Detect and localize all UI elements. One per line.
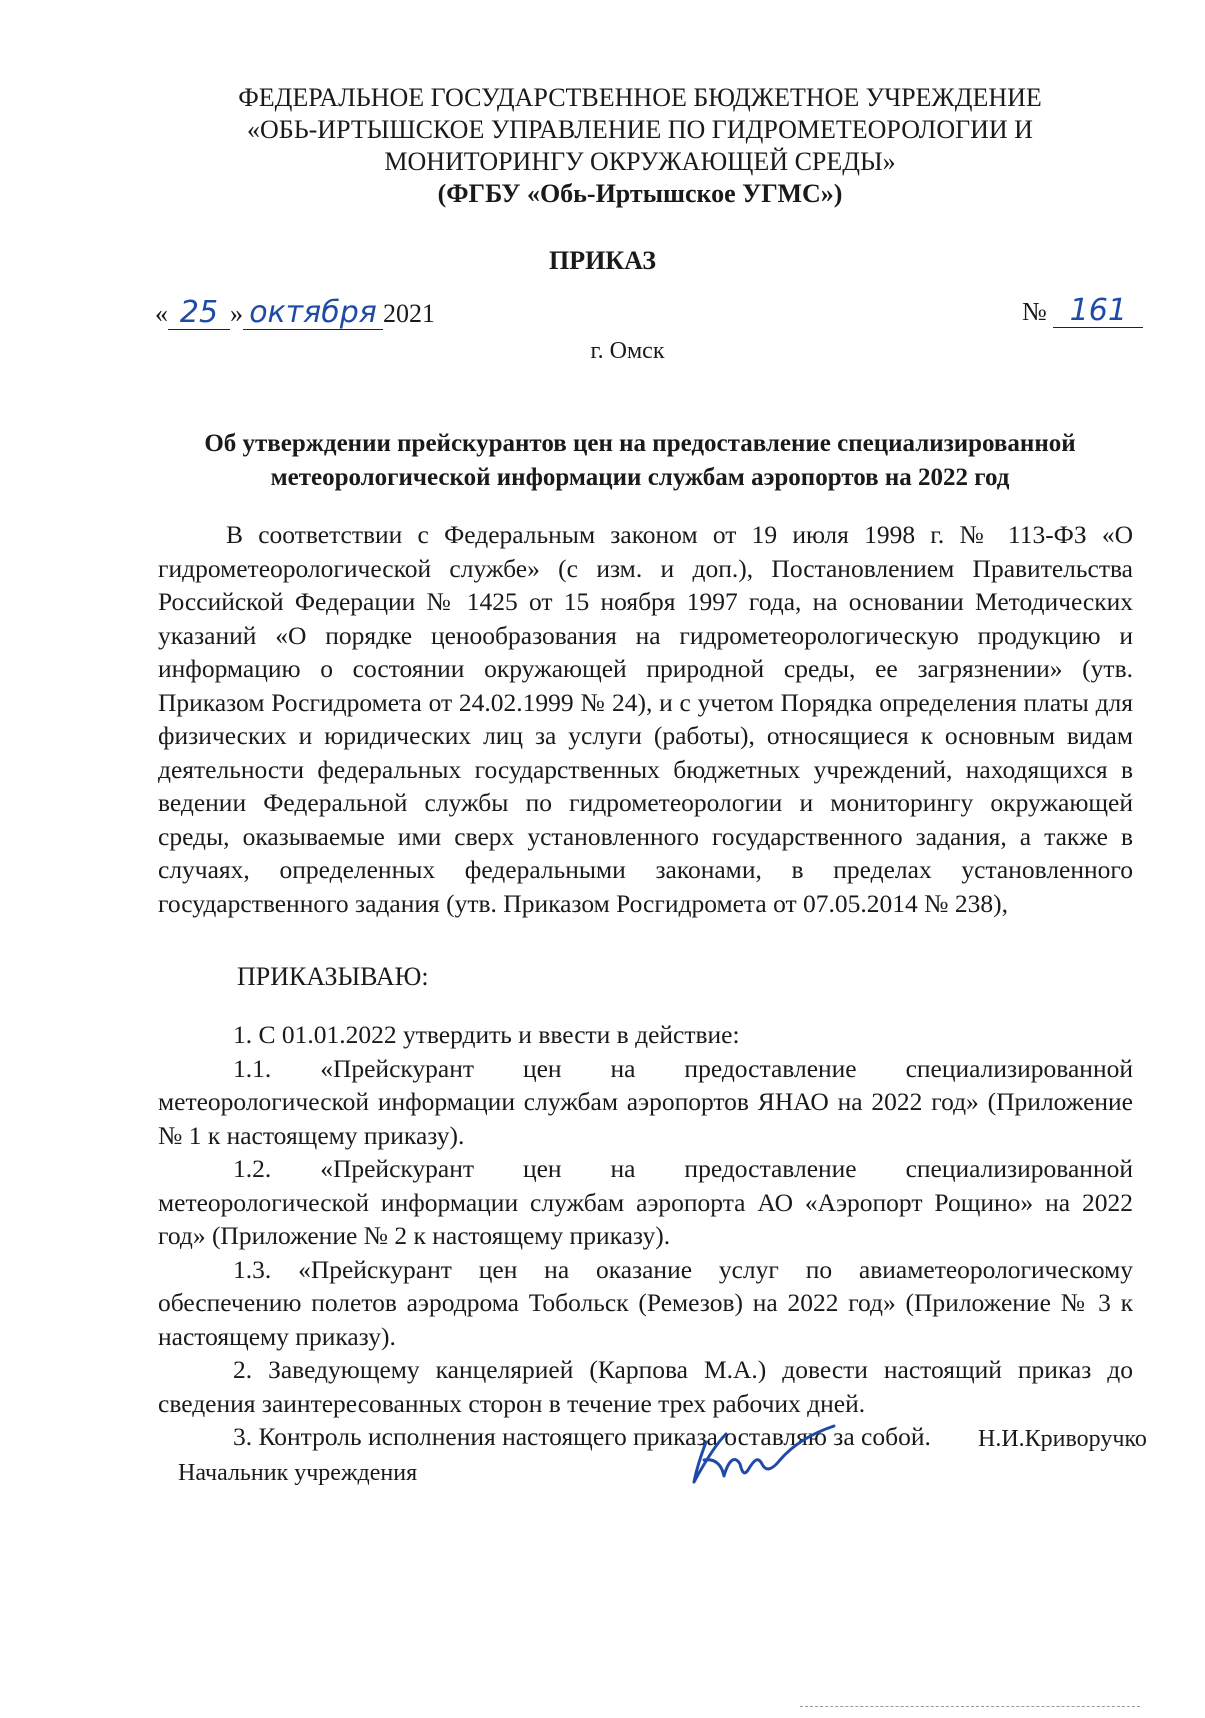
order-number [1022, 293, 1143, 328]
order-item-1-3: 1.3. «Прейскурант цен на оказание услуг по авиаметеорологическому обеспечению полетов аэродрома Тобольск (Ремезов) на 2022 год» (Приложение № 3 к настоящему приказу). [158, 1254, 1133, 1351]
date-day: 25 [179, 295, 219, 330]
header-line-3: МОНИТОРИНГУ ОКРУЖАЮЩЕЙ СРЕДЫ» [384, 147, 896, 176]
signatory-position: Начальник учреждения [178, 1460, 418, 1486]
date-day-blank [168, 295, 230, 330]
order-item-3: 3. Контроль исполнения настоящего приказа оставляю за собой. [233, 1422, 931, 1451]
header-line-2: «ОБЬ-ИРТЫШСКОЕ УПРАВЛЕНИЕ ПО ГИДРОМЕТЕОРОЛОГИИ И [247, 115, 1033, 144]
order-title: ПРИКАЗ [548, 246, 657, 275]
order-items [158, 1018, 1133, 1454]
order-item-1-1: 1.1. «Прейскурант цен на предоставление специализированной метеорологической информации службам аэропортов ЯНАО на 2022 год» (Приложение № 1 к настоящему приказу). [158, 1053, 1133, 1150]
date-open-quote: « [155, 299, 168, 328]
number-blank [1053, 293, 1143, 328]
subject-line-1: Об утверждении прейскурантов цен на предоставление специализированной [204, 430, 1076, 457]
order-item-2: 2. Заведующему канцелярией (Карпова М.А.) довести настоящий приказ до сведения заинтересованных сторон в течение трех рабочих дней. [158, 1355, 1133, 1418]
header-line-1: ФЕДЕРАЛЬНОЕ ГОСУДАРСТВЕННОЕ БЮДЖЕТНОЕ УЧРЕЖДЕНИЕ [238, 83, 1042, 112]
order-item-1: 1. С 01.01.2022 утвердить и ввести в действие: [233, 1020, 740, 1049]
subject-line-2: метеорологической информации службам аэропортов на 2022 год [270, 464, 1010, 491]
order-item-1-2: 1.2. «Прейскурант цен на предоставление специализированной метеорологической информации службам аэропорта АО «Аэропорт Рощино» на 2022 год» (Приложение № 2 к настоящему приказу). [158, 1154, 1133, 1250]
footer-rule [800, 1706, 1140, 1707]
city: г. Омск [590, 338, 665, 364]
number-prefix: № [1022, 297, 1047, 326]
date-year: 2021 [383, 299, 435, 328]
organization-header [150, 82, 1130, 210]
header-short-name: (ФГБУ «Обь-Иртышское УГМС») [437, 179, 843, 208]
signatory-name: Н.И.Криворучко [978, 1426, 1147, 1452]
order-subject [150, 427, 1130, 495]
date-close-quote: » [230, 299, 243, 328]
order-word: ПРИКАЗЫВАЮ: [237, 962, 429, 991]
order-date [155, 295, 435, 330]
date-month-blank [243, 295, 383, 330]
number-value: 161 [1069, 293, 1127, 328]
preamble-paragraph: В соответствии с Федеральным законом от 19 июля 1998 г. № 113-ФЗ «О гидрометеорологической службе» (с изм. и доп.), Постановлением Правительства Российской Федерации № 1425 от 15 ноября 1997 года, на основании Методических указаний «О порядке ценообразования на гидрометеорологическую продукцию и информацию о состоянии окружающей природной среды, ее загрязнении» (утв. Приказом Росгидромета от 24.02.1999 № 24), и с учетом Порядка определения платы для физических и юридических лиц за услуги (работы), относящиеся к основным видам деятельности федеральных государственных бюджетных учреждений, находящихся в ведении Федеральной службы по гидрометеорологии и мониторингу окружающей среды, оказываемые ими сверх установленного государственного задания, а также в случаях, определенных федеральными законами, в пределах установленного государственного задания (утв. Приказом Росгидромета от 07.05.2014 № 238), [158, 520, 1133, 918]
date-month: октября [249, 295, 377, 330]
handwritten-signature [688, 1420, 838, 1495]
